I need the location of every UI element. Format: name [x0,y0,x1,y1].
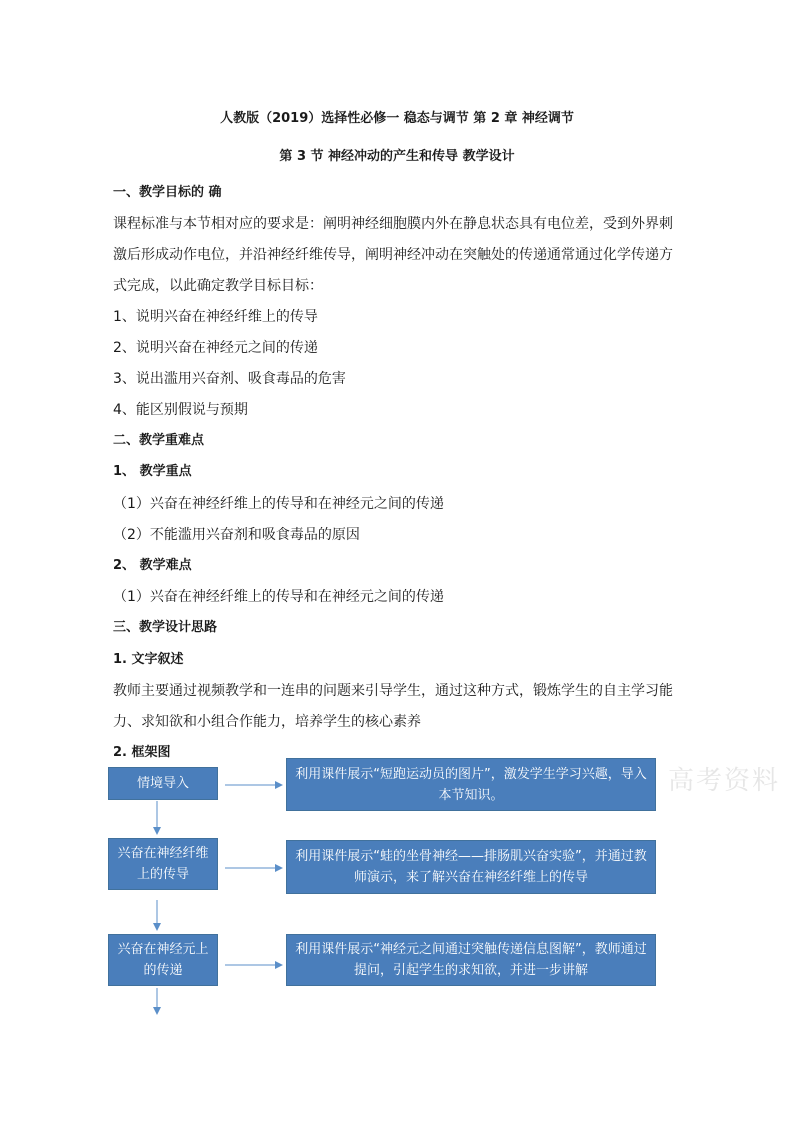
subheading-key-points: 1、 教学重点 [113,464,192,479]
key-point-item-2: （2）不能滥用兴奋剂和吸食毒品的原因 [113,527,360,543]
section-heading-keypoints: 二、教学重难点 [113,433,205,448]
design-text-line-2: 力、求知欲和小组合作能力，培养学生的核心素养 [113,714,421,730]
flow-step-2: 兴奋在神经纤维上的传导 [108,838,218,890]
goals-intro-line-2: 激后形成动作电位，并沿神经纤维传导，阐明神经冲动在突触处的传递通常通过化学传递方 [113,247,673,263]
flow-step-3: 兴奋在神经元上的传递 [108,934,218,986]
document-title: 人教版（2019）选择性必修一 稳态与调节 第 2 章 神经调节 [220,111,574,126]
difficulty-item-1: （1）兴奋在神经纤维上的传导和在神经元之间的传递 [113,589,444,605]
goals-intro-line-3: 式完成，以此确定教学目标目标： [113,278,323,294]
document-subtitle: 第 3 节 神经冲动的产生和传导 教学设计 [279,149,515,164]
flow-step-1-description: 利用课件展示“短跑运动员的图片”，激发学生学习兴趣，导入本节知识。 [286,758,656,811]
watermark-text: 高考资料 [668,766,781,796]
goal-item-2: 2、说明兴奋在神经元之间的传递 [113,340,318,356]
design-text-line-1: 教师主要通过视频教学和一连串的问题来引导学生，通过这种方式，锻炼学生的自主学习能 [113,683,673,699]
goal-item-1: 1、说明兴奋在神经纤维上的传导 [113,309,318,325]
section-heading-goals: 一、教学目标的 确 [113,185,222,200]
goals-intro-line-1: 课程标准与本节相对应的要求是：阐明神经细胞膜内外在静息状态具有电位差，受到外界刺 [113,216,673,232]
flow-step-3-description: 利用课件展示“神经元之间通过突触传递信息图解”，教师通过提问，引起学生的求知欲，并进一步讲解 [286,934,656,986]
section-heading-design: 三、教学设计思路 [113,620,218,635]
subheading-text-description: 1. 文字叙述 [113,652,184,667]
subheading-framework: 2. 框架图 [113,745,171,760]
flow-step-1: 情境导入 [108,767,218,800]
subheading-difficulties: 2、 教学难点 [113,558,192,573]
goal-item-4: 4、能区别假说与预期 [113,402,248,418]
goal-item-3: 3、说出滥用兴奋剂、吸食毒品的危害 [113,371,346,387]
key-point-item-1: （1）兴奋在神经纤维上的传导和在神经元之间的传递 [113,496,444,512]
flow-step-2-description: 利用课件展示“蛙的坐骨神经——排肠肌兴奋实验”，并通过教师演示，来了解兴奋在神经纤维上的传导 [286,840,656,894]
